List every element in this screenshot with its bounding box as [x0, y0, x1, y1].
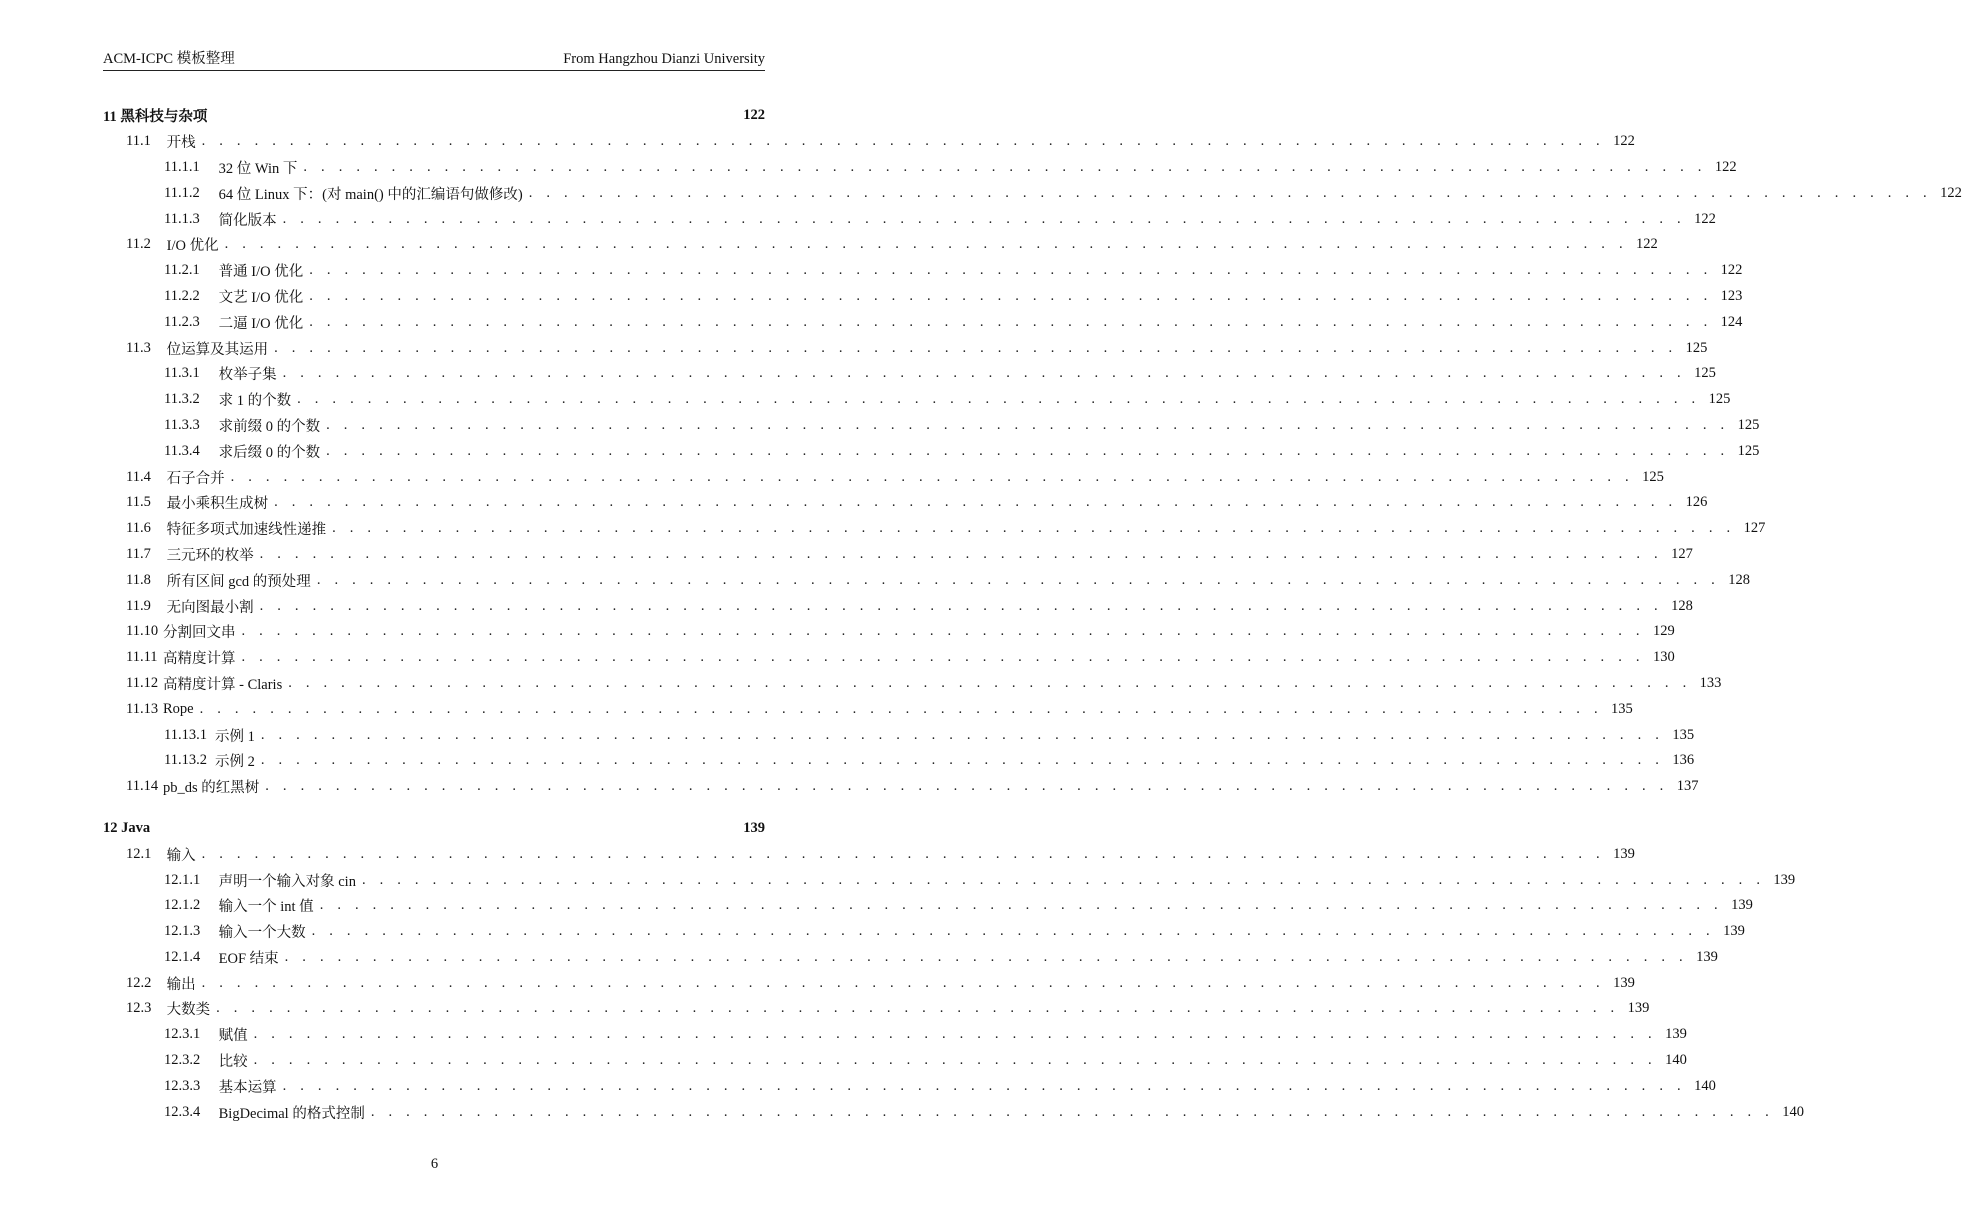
toc-entry-number: 11.1.2 — [164, 184, 200, 201]
toc-dot-leader: . . . . . . . . . . . . . . . . . . . . . . . . . . . . . . . . . . . . . . . . . . . . . . . . . . . . . . . . . . . . . . . . . . . . . . . . . . . . . . . . — [309, 313, 1713, 330]
toc-entry-number: 12.3.4 — [164, 1103, 201, 1120]
toc-entry-page: 137 — [1676, 778, 1699, 795]
toc-entry-title: 简化版本 — [215, 212, 277, 229]
toc-entry-11-2-3[interactable] — [103, 309, 1743, 335]
toc-dot-leader: . . . . . . . . . . . . . . . . . . . . . . . . . . . . . . . . . . . . . . . . . . . . . . . . . . . . . . . . . . . . . . . . . . . . . . . . . . . . . . . . — [201, 845, 1605, 862]
toc-entry-page: 125 — [1694, 365, 1716, 382]
toc-entry-title: 输入一个大数 — [215, 925, 306, 942]
toc-entry-title: 枚举子集 — [215, 367, 277, 384]
toc-entry-11-3-4[interactable] — [103, 438, 1760, 464]
toc-dot-leader: . . . . . . . . . . . . . . . . . . . . . . . . . . . . . . . . . . . . . . . . . . . . . . . . . . . . . . . . . . . . . . . . . . . . . . . . . . . . . . . . — [230, 468, 1634, 485]
toc-entry-title: 石子合并 — [163, 470, 225, 487]
toc-entry-page: 140 — [1665, 1052, 1687, 1069]
toc-entry-page: 128 — [1671, 597, 1693, 614]
toc-dot-leader: . . . . . . . . . . . . . . . . . . . . . . . . . . . . . . . . . . . . . . . . . . . . . . . . . . . . . . . . . . . . . . . . . . . . . . . . . . . . . . . . — [253, 1052, 1657, 1069]
toc-entry-page: 129 — [1652, 623, 1675, 640]
toc-dot-leader: . . . . . . . . . . . . . . . . . . . . . . . . . . . . . . . . . . . . . . . . . . . . . . . . . . . . . . . . . . . . . . . . . . . . . . . . . . . . . . . . — [316, 571, 1720, 588]
toc-entry-number: 11.5 — [126, 494, 151, 511]
toc-entry-page: 122 — [1940, 184, 1962, 201]
toc-dot-leader: . . . . . . . . . . . . . . . . . . . . . . . . . . . . . . . . . . . . . . . . . . . . . . . . . . . . . . . . . . . . . . . . . . . . . . . . . . . . . . . . — [284, 948, 1688, 965]
toc-entry-title: 二逼 I/O 优化 — [215, 315, 304, 332]
toc-entry-number: 11.3 — [126, 339, 151, 356]
toc-entry-title: 赋值 — [215, 1028, 248, 1045]
toc-entry-11-5[interactable] — [103, 490, 1708, 516]
toc-entry-title: 示例 2 — [215, 754, 255, 771]
toc-entry-page: 123 — [1720, 287, 1743, 304]
toc-entry-number: 11.13.1 — [164, 726, 207, 743]
toc-dot-leader: . . . . . . . . . . . . . . . . . . . . . . . . . . . . . . . . . . . . . . . . . . . . . . . . . . . . . . . . . . . . . . . . . . . . . . . . . . . . . . . . — [309, 287, 1713, 304]
toc-entry-number: 11.1.3 — [164, 210, 200, 227]
toc-entry-title: 最小乘积生成树 — [163, 496, 269, 513]
toc-dot-leader: . . . . . . . . . . . . . . . . . . . . . . . . . . . . . . . . . . . . . . . . . . . . . . . . . . . . . . . . . . . . . . . . . . . . . . . . . . . . . . . . — [361, 871, 1766, 888]
toc-entry-page: 135 — [1611, 700, 1633, 717]
toc-entry-title: 求前缀 0 的个数 — [215, 418, 321, 435]
toc-entry-page: 140 — [1782, 1103, 1805, 1120]
toc-entry-title: 输入一个 int 值 — [215, 899, 314, 916]
toc-entry-number: 11.8 — [126, 571, 151, 588]
toc-entry-page: 122 — [1613, 133, 1635, 150]
toc-entry-11-13[interactable] — [103, 696, 1633, 722]
toc-entry-number: 11.1.1 — [164, 158, 200, 175]
toc-entry-page: 124 — [1720, 313, 1743, 330]
toc-entry-title: 输入 — [163, 847, 196, 864]
toc-dot-leader: . . . . . . . . . . . . . . . . . . . . . . . . . . . . . . . . . . . . . . . . . . . . . . . . . . . . . . . . . . . . . . . . . . . . . . . . . . . . . . . . — [201, 133, 1605, 150]
toc-dot-leader: . . . . . . . . . . . . . . . . . . . . . . . . . . . . . . . . . . . . . . . . . . . . . . . . . . . . . . . . . . . . . . . . . . . . . . . . . . . . . . . . — [319, 897, 1723, 914]
toc-entry-number: 11.14 — [126, 778, 159, 795]
toc-entry-number: 12.2 — [126, 974, 152, 991]
toc-entry-page: 139 — [1613, 845, 1635, 862]
toc-entry-page: 125 — [1685, 339, 1708, 356]
toc-entry-title: 求后缀 0 的个数 — [215, 444, 321, 461]
toc-entry-number: 11.3.3 — [164, 416, 200, 433]
toc-entry-page: 125 — [1708, 391, 1731, 408]
toc-dot-leader: . . . . . . . . . . . . . . . . . . . . . . . . . . . . . . . . . . . . . . . . . . . . . . . . . . . . . . . . . . . . . . . . . . . . . . . . . . . . . . . . — [282, 365, 1686, 382]
toc-chapter-page: 139 — [743, 819, 765, 836]
header-right-source: From Hangzhou Dianzi University — [563, 51, 765, 67]
toc-entry-page: 139 — [1696, 948, 1718, 965]
toc-entry-page: 139 — [1723, 923, 1745, 940]
toc-dot-leader: . . . . . . . . . . . . . . . . . . . . . . . . . . . . . . . . . . . . . . . . . . . . . . . . . . . . . . . . . . . . . . . . . . . . . . . . . . . . . . . . — [528, 184, 1932, 201]
toc-entry-page: 125 — [1737, 442, 1760, 459]
toc-dot-leader: . . . . . . . . . . . . . . . . . . . . . . . . . . . . . . . . . . . . . . . . . . . . . . . . . . . . . . . . . . . . . . . . . . . . . . . . . . . . . . . . — [274, 339, 1678, 356]
toc-entry-12-3-4[interactable] — [103, 1099, 1805, 1125]
toc-entry-page: 139 — [1613, 974, 1635, 991]
toc-entry-title: I/O 优化 — [163, 238, 219, 255]
toc-entry-11-13-1[interactable] — [103, 722, 1695, 748]
toc-dot-leader: . . . . . . . . . . . . . . . . . . . . . . . . . . . . . . . . . . . . . . . . . . . . . . . . . . . . . . . . . . . . . . . . . . . . . . . . . . . . . . . . — [260, 726, 1665, 743]
toc-entry-number: 11.2 — [126, 236, 151, 253]
toc-entry-page: 140 — [1694, 1077, 1716, 1094]
toc-entry-number: 11.9 — [126, 597, 151, 614]
toc-dot-leader: . . . . . . . . . . . . . . . . . . . . . . . . . . . . . . . . . . . . . . . . . . . . . . . . . . . . . . . . . . . . . . . . . . . . . . . . . . . . . . . . — [274, 494, 1678, 511]
toc-entry-page: 136 — [1672, 752, 1695, 769]
toc-entry-number: 11.6 — [126, 520, 151, 537]
toc-entry-page: 139 — [1773, 871, 1796, 888]
toc-entry-page: 122 — [1714, 158, 1737, 175]
toc-entry-title: pb_ds 的红黑树 — [163, 780, 260, 797]
toc-entry-11-1-3[interactable] — [103, 206, 1716, 232]
toc-entry-12-3-1[interactable] — [103, 1022, 1687, 1048]
toc-dot-leader: . . . . . . . . . . . . . . . . . . . . . . . . . . . . . . . . . . . . . . . . . . . . . . . . . . . . . . . . . . . . . . . . . . . . . . . . . . . . . . . . — [265, 778, 1669, 795]
toc-entry-11-3-3[interactable] — [103, 413, 1760, 439]
toc-entry-page: 122 — [1636, 236, 1658, 253]
toc-entry-title: 基本运算 — [215, 1079, 277, 1096]
toc-entry-11-2-1[interactable] — [103, 258, 1743, 284]
toc-entry-number: 11.10 — [126, 623, 159, 640]
toc-entry-title: BigDecimal 的格式控制 — [215, 1105, 365, 1122]
toc-entry-11-10[interactable] — [103, 619, 1675, 645]
toc-entry-12-3-2[interactable] — [103, 1048, 1687, 1074]
toc-entry-number: 12.1 — [126, 845, 152, 862]
page-number: 6 — [430, 1156, 439, 1172]
toc-entry-11-3-1[interactable] — [103, 361, 1716, 387]
toc-dot-leader: . . . . . . . . . . . . . . . . . . . . . . . . . . . . . . . . . . . . . . . . . . . . . . . . . . . . . . . . . . . . . . . . . . . . . . . . . . . . . . . . — [311, 923, 1715, 940]
toc-chapter-12[interactable] — [103, 816, 765, 842]
toc-entry-number: 12.1.2 — [164, 897, 201, 914]
toc-entry-number: 11.12 — [126, 674, 159, 691]
toc-entry-title: 三元环的枚举 — [163, 547, 254, 564]
toc-entry-page: 125 — [1737, 416, 1760, 433]
toc-entry-number: 12.1.1 — [164, 871, 201, 888]
toc-entry-11-14[interactable] — [103, 774, 1699, 800]
toc-entry-title: EOF 结束 — [215, 950, 279, 967]
toc-entry-title: 大数类 — [163, 1002, 211, 1019]
toc-entry-12-1-4[interactable] — [103, 945, 1718, 971]
toc-dot-leader: . . . . . . . . . . . . . . . . . . . . . . . . . . . . . . . . . . . . . . . . . . . . . . . . . . . . . . . . . . . . . . . . . . . . . . . . . . . . . . . . — [241, 649, 1645, 666]
toc-entry-title: 开栈 — [163, 135, 196, 152]
toc-entry-number: 11.3.1 — [164, 365, 200, 382]
toc-entry-page: 122 — [1694, 210, 1716, 227]
toc-entry-number: 11.2.1 — [164, 262, 200, 279]
toc-entry-number: 12.3.3 — [164, 1077, 201, 1094]
toc-entry-title: 分割回文串 — [163, 625, 236, 642]
toc-entry-11-1[interactable] — [103, 129, 1635, 155]
toc-dot-leader: . . . . . . . . . . . . . . . . . . . . . . . . . . . . . . . . . . . . . . . . . . . . . . . . . . . . . . . . . . . . . . . . . . . . . . . . . . . . . . . . — [288, 674, 1692, 691]
toc-entry-11-13-2[interactable] — [103, 748, 1695, 774]
toc-entry-title: 64 位 Linux 下：(对 main() 中的汇编语句做修改) — [215, 186, 523, 203]
toc-dot-leader: . . . . . . . . . . . . . . . . . . . . . . . . . . . . . . . . . . . . . . . . . . . . . . . . . . . . . . . . . . . . . . . . . . . . . . . . . . . . . . . . — [303, 158, 1707, 175]
toc-entry-number: 11.13 — [126, 700, 159, 717]
toc-entry-12-1[interactable] — [103, 841, 1635, 867]
toc-entry-12-1-2[interactable] — [103, 893, 1753, 919]
toc-entry-title: Rope — [163, 700, 194, 717]
toc-entry-page: 130 — [1652, 649, 1675, 666]
toc-entry-number: 11.13.2 — [164, 752, 207, 769]
toc-entry-title: 比较 — [215, 1054, 248, 1071]
toc-entry-12-3-3[interactable] — [103, 1073, 1716, 1099]
toc-entry-page: 128 — [1728, 571, 1750, 588]
toc-entry-page: 133 — [1699, 674, 1722, 691]
toc-entry-page: 126 — [1685, 494, 1708, 511]
toc-entry-title: 示例 1 — [215, 728, 255, 745]
toc-entry-title: 无向图最小割 — [163, 599, 254, 616]
toc-entry-11-3-2[interactable] — [103, 387, 1731, 413]
toc-entry-number: 11.3.4 — [164, 442, 200, 459]
toc-entry-page: 127 — [1671, 545, 1693, 562]
toc-dot-leader: . . . . . . . . . . . . . . . . . . . . . . . . . . . . . . . . . . . . . . . . . . . . . . . . . . . . . . . . . . . . . . . . . . . . . . . . . . . . . . . . — [199, 700, 1603, 717]
toc-entry-page: 127 — [1743, 520, 1766, 537]
toc-entry-number: 12.3 — [126, 1000, 152, 1017]
toc-dot-leader: . . . . . . . . . . . . . . . . . . . . . . . . . . . . . . . . . . . . . . . . . . . . . . . . . . . . . . . . . . . . . . . . . . . . . . . . . . . . . . . . — [282, 1077, 1686, 1094]
header-left-title: ACM-ICPC 模板整理 — [103, 51, 235, 67]
toc-entry-title: 文艺 I/O 优化 — [215, 289, 304, 306]
toc-entry-title: 普通 I/O 优化 — [215, 264, 304, 281]
toc-entry-number: 12.1.4 — [164, 948, 201, 965]
toc-dot-leader: . . . . . . . . . . . . . . . . . . . . . . . . . . . . . . . . . . . . . . . . . . . . . . . . . . . . . . . . . . . . . . . . . . . . . . . . . . . . . . . . — [326, 442, 1730, 459]
toc-entry-11-9[interactable] — [103, 593, 1693, 619]
toc-dot-leader: . . . . . . . . . . . . . . . . . . . . . . . . . . . . . . . . . . . . . . . . . . . . . . . . . . . . . . . . . . . . . . . . . . . . . . . . . . . . . . . . — [259, 545, 1663, 562]
toc-entry-title: 声明一个输入对象 cin — [215, 873, 356, 890]
toc-chapter-title: 11 黑科技与杂项 — [103, 109, 208, 126]
toc-entry-11-2-2[interactable] — [103, 284, 1743, 310]
toc-entry-11-12[interactable] — [103, 671, 1722, 697]
toc-entry-number: 11.2.2 — [164, 287, 200, 304]
toc-entry-11-1-1[interactable] — [103, 155, 1737, 181]
toc-dot-leader: . . . . . . . . . . . . . . . . . . . . . . . . . . . . . . . . . . . . . . . . . . . . . . . . . . . . . . . . . . . . . . . . . . . . . . . . . . . . . . . . — [201, 974, 1605, 991]
toc-dot-leader: . . . . . . . . . . . . . . . . . . . . . . . . . . . . . . . . . . . . . . . . . . . . . . . . . . . . . . . . . . . . . . . . . . . . . . . . . . . . . . . . — [224, 236, 1628, 253]
toc-dot-leader: . . . . . . . . . . . . . . . . . . . . . . . . . . . . . . . . . . . . . . . . . . . . . . . . . . . . . . . . . . . . . . . . . . . . . . . . . . . . . . . . — [326, 416, 1730, 433]
table-of-contents — [103, 103, 1962, 1125]
toc-entry-number: 11.11 — [126, 649, 158, 666]
toc-entry-number: 12.1.3 — [164, 923, 201, 940]
toc-chapter-title: 12 Java — [103, 819, 151, 836]
toc-dot-leader: . . . . . . . . . . . . . . . . . . . . . . . . . . . . . . . . . . . . . . . . . . . . . . . . . . . . . . . . . . . . . . . . . . . . . . . . . . . . . . . . — [241, 623, 1645, 640]
toc-entry-11-2[interactable] — [103, 232, 1658, 258]
toc-entry-11-6[interactable] — [103, 516, 1766, 542]
toc-entry-number: 12.3.1 — [164, 1026, 201, 1043]
toc-entry-11-1-2[interactable] — [103, 180, 1962, 206]
toc-entry-12-2[interactable] — [103, 970, 1635, 996]
toc-dot-leader: . . . . . . . . . . . . . . . . . . . . . . . . . . . . . . . . . . . . . . . . . . . . . . . . . . . . . . . . . . . . . . . . . . . . . . . . . . . . . . . . — [253, 1026, 1657, 1043]
toc-entry-page: 139 — [1627, 1000, 1650, 1017]
toc-chapter-11[interactable] — [103, 103, 765, 129]
toc-entry-number: 12.3.2 — [164, 1052, 201, 1069]
toc-entry-11-3[interactable] — [103, 335, 1708, 361]
toc-entry-title: 32 位 Win 下 — [215, 160, 298, 177]
toc-entry-number: 11.3.2 — [164, 391, 200, 408]
toc-entry-12-3[interactable] — [103, 996, 1650, 1022]
toc-entry-page: 125 — [1642, 468, 1664, 485]
toc-dot-leader: . . . . . . . . . . . . . . . . . . . . . . . . . . . . . . . . . . . . . . . . . . . . . . . . . . . . . . . . . . . . . . . . . . . . . . . . . . . . . . . . — [282, 210, 1686, 227]
toc-entry-11-4[interactable] — [103, 464, 1664, 490]
toc-entry-number: 11.4 — [126, 468, 151, 485]
toc-chapter-page: 122 — [743, 107, 765, 124]
toc-entry-12-1-3[interactable] — [103, 919, 1745, 945]
toc-entry-title: 位运算及其运用 — [163, 341, 269, 358]
toc-entry-title: 高精度计算 — [163, 651, 236, 668]
toc-entry-number: 11.1 — [126, 133, 151, 150]
running-header — [103, 48, 765, 71]
toc-entry-12-1-1[interactable] — [103, 867, 1796, 893]
toc-entry-number: 11.7 — [126, 545, 151, 562]
toc-dot-leader: . . . . . . . . . . . . . . . . . . . . . . . . . . . . . . . . . . . . . . . . . . . . . . . . . . . . . . . . . . . . . . . . . . . . . . . . . . . . . . . . — [297, 391, 1701, 408]
toc-dot-leader: . . . . . . . . . . . . . . . . . . . . . . . . . . . . . . . . . . . . . . . . . . . . . . . . . . . . . . . . . . . . . . . . . . . . . . . . . . . . . . . . — [370, 1103, 1775, 1120]
toc-entry-title: 输出 — [163, 976, 196, 993]
toc-dot-leader: . . . . . . . . . . . . . . . . . . . . . . . . . . . . . . . . . . . . . . . . . . . . . . . . . . . . . . . . . . . . . . . . . . . . . . . . . . . . . . . . — [216, 1000, 1620, 1017]
toc-entry-page: 135 — [1672, 726, 1695, 743]
toc-dot-leader: . . . . . . . . . . . . . . . . . . . . . . . . . . . . . . . . . . . . . . . . . . . . . . . . . . . . . . . . . . . . . . . . . . . . . . . . . . . . . . . . — [309, 262, 1713, 279]
toc-entry-11-11[interactable] — [103, 645, 1675, 671]
toc-entry-11-7[interactable] — [103, 542, 1693, 568]
toc-entry-page: 139 — [1731, 897, 1753, 914]
toc-entry-page: 122 — [1720, 262, 1743, 279]
toc-entry-title: 高精度计算 - Claris — [163, 676, 283, 693]
toc-entry-title: 所有区间 gcd 的预处理 — [163, 573, 311, 590]
toc-dot-leader: . . . . . . . . . . . . . . . . . . . . . . . . . . . . . . . . . . . . . . . . . . . . . . . . . . . . . . . . . . . . . . . . . . . . . . . . . . . . . . . . — [259, 597, 1663, 614]
toc-entry-title: 特征多项式加速线性递推 — [163, 522, 327, 539]
toc-dot-leader: . . . . . . . . . . . . . . . . . . . . . . . . . . . . . . . . . . . . . . . . . . . . . . . . . . . . . . . . . . . . . . . . . . . . . . . . . . . . . . . . — [332, 520, 1736, 537]
toc-entry-title: 求 1 的个数 — [215, 393, 292, 410]
toc-dot-leader: . . . . . . . . . . . . . . . . . . . . . . . . . . . . . . . . . . . . . . . . . . . . . . . . . . . . . . . . . . . . . . . . . . . . . . . . . . . . . . . . — [260, 752, 1665, 769]
toc-entry-page: 139 — [1665, 1026, 1687, 1043]
toc-entry-number: 11.2.3 — [164, 313, 200, 330]
toc-entry-11-8[interactable] — [103, 567, 1750, 593]
